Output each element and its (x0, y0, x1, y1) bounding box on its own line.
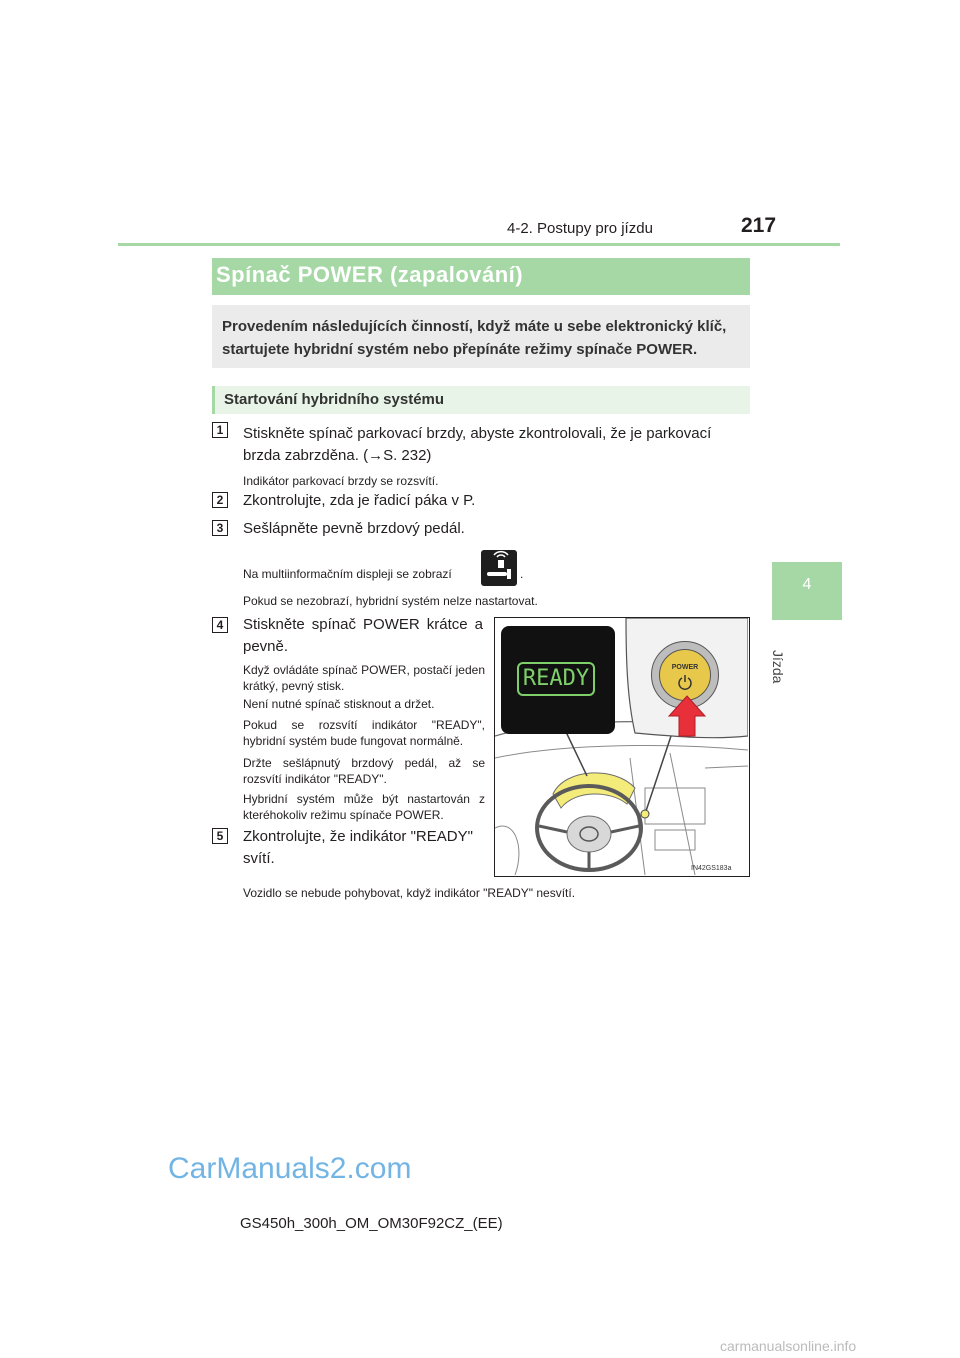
document-code: GS450h_300h_OM_OM30F92CZ_(EE) (240, 1215, 503, 1232)
step-text-3: Sešlápněte pevně brzdový pedál. (243, 520, 465, 537)
dashboard-illustration (494, 617, 750, 877)
power-button-label: POWER (671, 664, 699, 671)
press-arrow-icon (667, 694, 707, 738)
step-note-3: Na multiinformačním displeji se zobrazí (243, 567, 452, 581)
watermark-carmanualsonline: carmanualsonline.info (720, 1338, 857, 1354)
watermark-carmanuals2: CarManuals2.com (168, 1152, 412, 1185)
brake-hold-icon (481, 550, 517, 586)
header-rule (118, 243, 840, 246)
step-text-4: Stiskněte spínač POWER krátce a pevně. (243, 616, 483, 655)
illustration-code: IN42GS183a (691, 865, 732, 872)
subheading: Startování hybridního systému (224, 391, 445, 408)
step-note-4c: Pokud se rozsvítí indikátor "READY", hybridní systém bude fungovat normálně. (243, 718, 485, 748)
step-note-3-period: . (520, 567, 524, 581)
chapter-number: 4 (802, 576, 812, 593)
step-number-3: 3 (212, 520, 228, 536)
step-text-1: Stiskněte spínač parkovací brzdy, abyste zkontrolovali, že je parkovací brzda zabrzděna. (→S. 232) (243, 425, 712, 464)
step-note-3b: Pokud se nezobrazí, hybridní systém nelze nastartovat. (243, 594, 538, 608)
step-note-5: Vozidlo se nebude pohybovat, když indikátor "READY" nesvítí. (243, 886, 576, 900)
page-number: 217 (741, 214, 777, 237)
step-note-4e: Hybridní systém může být nastartován z kteréhokoliv režimu spínače POWER. (243, 792, 485, 822)
step-text-5: Zkontrolujte, že indikátor "READY" svítí. (243, 828, 473, 867)
power-symbol-icon (677, 674, 693, 690)
step-note-4a: Když ovládáte spínač POWER, postačí jeden krátký, pevný stisk. (243, 663, 485, 693)
page-title: Spínač POWER (zapalování) (216, 262, 524, 287)
step-number-2: 2 (212, 492, 228, 508)
chapter-label: Jízda (770, 650, 786, 684)
section-title: 4-2. Postupy pro jízdu (507, 220, 653, 237)
step-note-1: Indikátor parkovací brzdy se rozsvítí. (243, 474, 439, 488)
intro-text: Provedením následujících činností, když máte u sebe elektronický klíč, startujete hybridní systém nebo přepínáte režimy spínače POWER. (222, 318, 727, 358)
step-text-2: Zkontrolujte, zda je řadicí páka v P. (243, 492, 476, 509)
steering-wheel-icon (525, 776, 655, 876)
step-number-4: 4 (212, 617, 228, 633)
step-note-4d: Držte sešlápnutý brzdový pedál, až se rozsvítí indikátor "READY". (243, 756, 485, 786)
step-number-1: 1 (212, 422, 228, 438)
ready-indicator-icon: READY (517, 662, 595, 696)
step-number-5: 5 (212, 828, 228, 844)
step-note-4b: Není nutné spínač stisknout a držet. (243, 697, 435, 711)
